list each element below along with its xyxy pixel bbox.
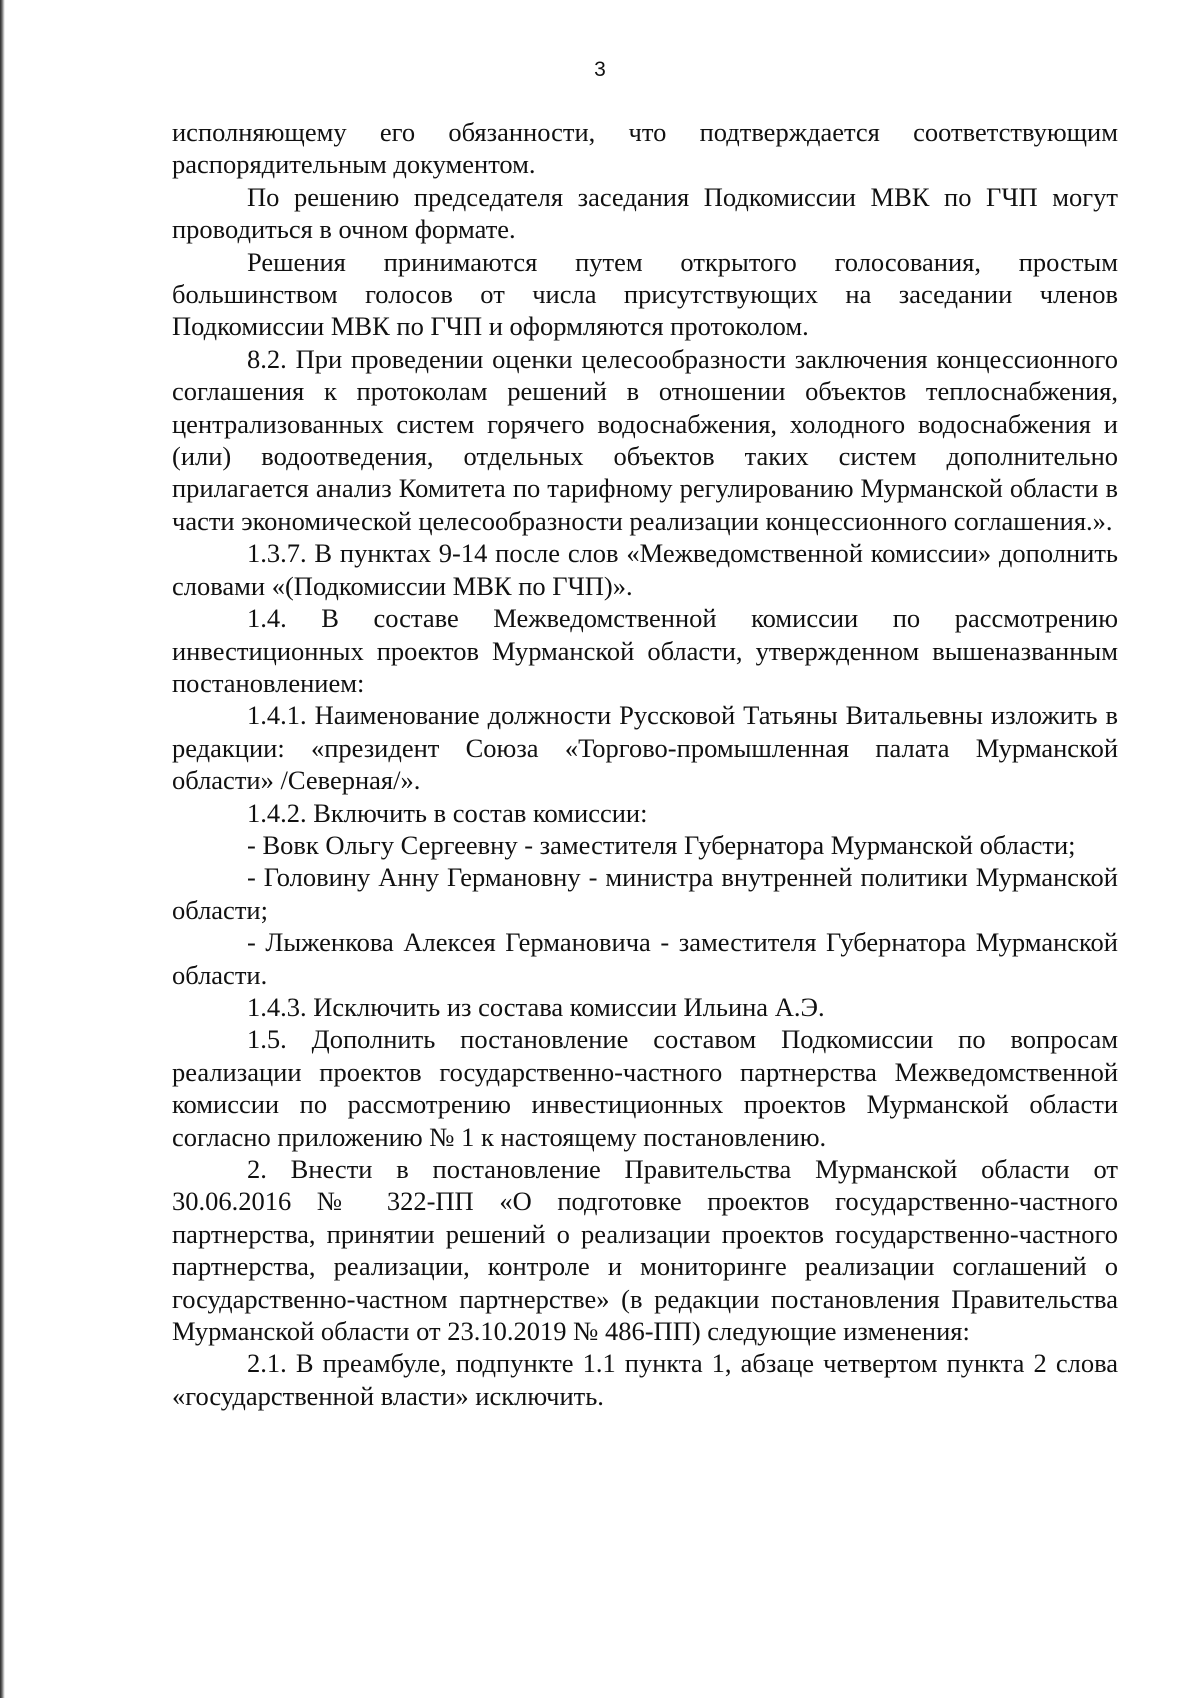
paragraph-1-3-7: 1.3.7. В пунктах 9-14 после слов «Межведомственной комиссии» дополнить словами «(Подкомиссии МВК по ГЧП)». xyxy=(172,538,1118,601)
paragraph-continuation: исполняющему его обязанности, что подтверждается соответствующим распорядительным документом. xyxy=(172,117,1118,180)
list-item: - Головину Анну Германовну - министра внутренней политики Мурманской области; xyxy=(172,862,1118,925)
paragraph-1-4-3: 1.4.3. Исключить из состава комиссии Ильина А.Э. xyxy=(247,991,825,1022)
page-number: 3 xyxy=(594,58,606,81)
paragraph-1-4-1: 1.4.1. Наименование должности Руссковой Татьяны Витальевны изложить в редакции: «президент Союза «Торгово-промышленная палата Мурманской области» /Северная/». xyxy=(172,700,1118,796)
scan-edge xyxy=(0,0,5,1698)
paragraph-8-2: 8.2. При проведении оценки целесообразности заключения концессионного соглашения к протоколам решений в отношении объектов теплоснабжения, централизованных систем горячего водоснабжения, холодного водоснабжения и (или) водоотведения, отдельных объектов таких систем дополнительно прилагается анализ Комитета по тарифному регулированию Мурманской области в части экономической целесообразности реализации концессионного соглашения.». xyxy=(172,343,1118,536)
paragraph: Решения принимаются путем открытого голосования, простым большинством голосов от числа присутствующих на заседании членов Подкомиссии МВК по ГЧП и оформляются протоколом. xyxy=(172,246,1118,342)
list-item: - Лыженкова Алексея Германовича - заместителя Губернатора Мурманской области. xyxy=(172,927,1118,990)
paragraph: По решению председателя заседания Подкомиссии МВК по ГЧП могут проводиться в очном формате. xyxy=(172,181,1118,245)
paragraph-2-1: 2.1. В преамбуле, подпункте 1.1 пункта 1, абзаце четвертом пункта 2 слова «государственной власти» исключить. xyxy=(172,1348,1118,1411)
paragraph-2: 2. Внести в постановление Правительства Мурманской области от 30.06.2016 № 322-ПП «О подготовке проектов государственно-частного партнерства, принятии решений о реализации проектов государственно-частного партнерства, реализации, контроле и мониторинге реализации соглашений о государственно-частном партнерстве» (в редакции постановления Правительства Мурманской области от 23.10.2019 № 486-ПП) следующие изменения: xyxy=(172,1154,1118,1347)
document-body xyxy=(172,116,1118,1412)
list-item: - Вовк Ольгу Сергеевну - заместителя Губернатора Мурманской области; xyxy=(247,829,1076,860)
paragraph-1-5: 1.5. Дополнить постановление составом Подкомиссии по вопросам реализации проектов государственно-частного партнерства Межведомственной комиссии по рассмотрению инвестиционных проектов Мурманской области согласно приложению № 1 к настоящему постановлению. xyxy=(172,1024,1118,1152)
paragraph-1-4: 1.4. В составе Межведомственной комиссии по рассмотрению инвестиционных проектов Мурманской области, утвержденном вышеназванным постановлением: xyxy=(172,603,1118,698)
paragraph-1-4-2: 1.4.2. Включить в состав комиссии: xyxy=(247,797,648,828)
